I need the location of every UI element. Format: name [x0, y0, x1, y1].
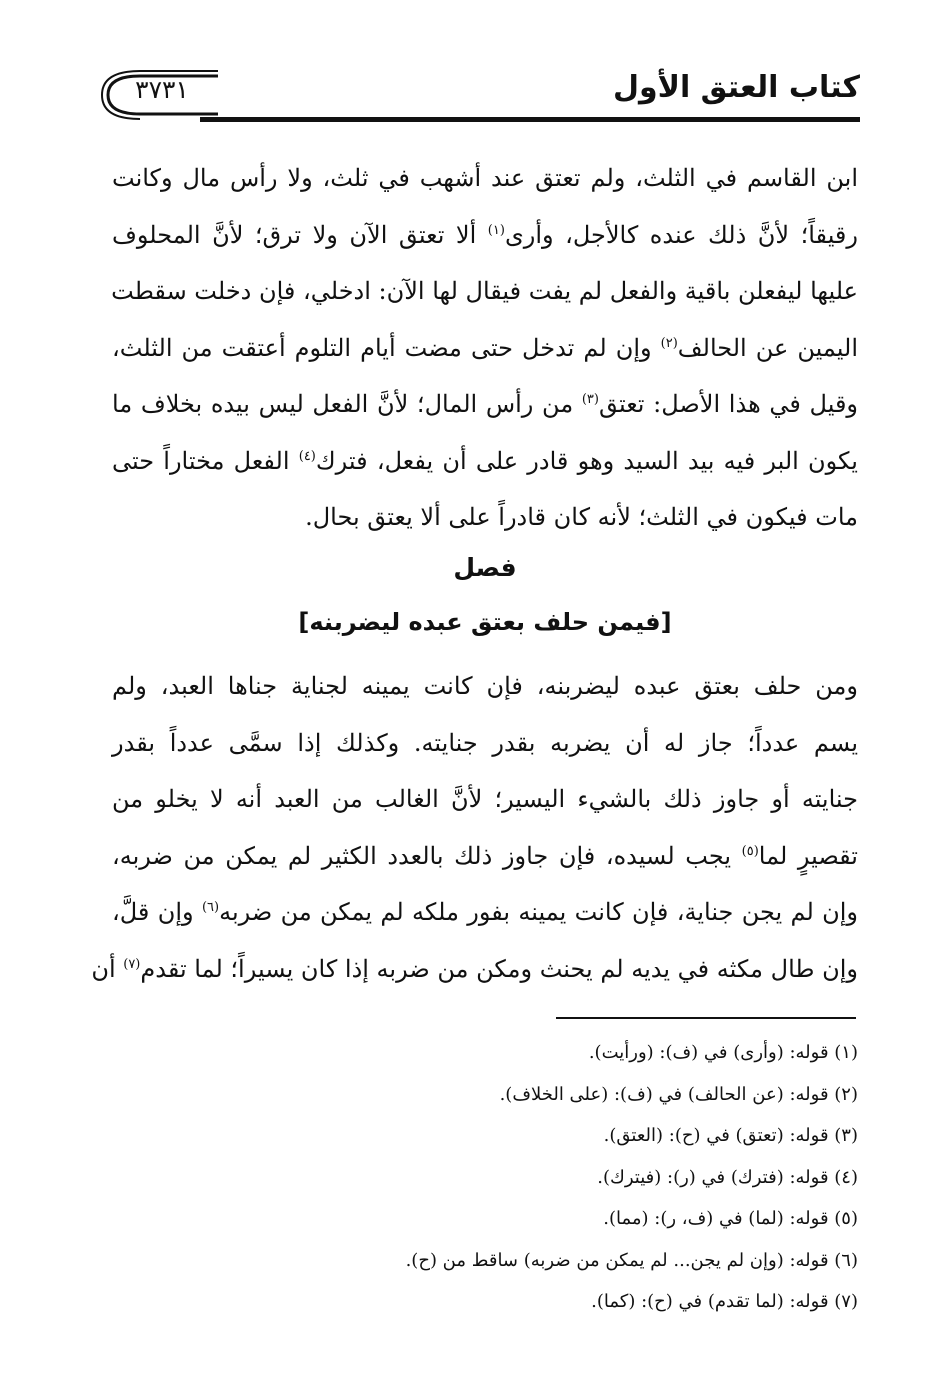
footnote: (٥) قوله: (لما) في (ف، ر): (مما).	[603, 1208, 858, 1229]
footnote-ref[interactable]: (٥)	[741, 843, 759, 859]
text-line: يكون البر فيه بيد السيد وهو قادر على أن يفعل، فترك$^{(٤)}$ الفعل مختاراً حتى	[112, 446, 858, 475]
footnote-ref[interactable]: (١)	[487, 222, 505, 238]
text-line: عليها ليفعلن باقية والفعل لم يفت فيقال لها الآن: ادخلي، فإن دخلت سقطت	[111, 277, 858, 305]
text-line: يسم عدداً؛ جاز له أن يضربه بقدر جنايته. وكذلك إذا سمَّى عدداً بقدر	[112, 728, 858, 757]
footnote: (٤) قوله: (فترك) في (ر): (فيترك).	[597, 1166, 858, 1188]
text-line: ابن القاسم في الثلث، ولم تعتق عند أشهب في ثلث، ولا رأس مال وكانت	[112, 164, 858, 192]
page-number: ٣٧٣١	[135, 75, 189, 104]
text-line: وقيل في هذا الأصل: تعتق$^{(٣)}$ من رأس المال؛ لأنَّ الفعل ليس بيده بخلاف ما	[112, 390, 858, 418]
footnote-ref[interactable]: (٤)	[298, 448, 316, 464]
footnote-separator	[556, 1017, 856, 1019]
footnote-ref[interactable]: (٦)	[201, 900, 220, 915]
text-line: رقيقاً؛ لأنَّ ذلك عنده كالأجل، وأرى$^{(١)}$ ألا تعتق الآن ولا ترق؛ لأنَّ المحلوف	[112, 220, 858, 249]
text-line: وإن لم يجن جناية، فإن كانت يمينه بفور ملكه لم يمكن من ضربه$^{(٦)}$ وإن قلَّ،	[112, 898, 858, 926]
running-header	[100, 62, 860, 126]
subheading: [فيمن حلف بعتق عبده ليضربنه]	[298, 608, 672, 636]
footnote: (٦) قوله: (وإن لم يجن... لم يمكن من ضربه) ساقط من (ح).	[405, 1249, 858, 1271]
text-line: مات فيكون في الثلث؛ لأنه كان قادراً على ألا يعتق بحال.	[305, 503, 858, 531]
footnotes	[112, 1032, 858, 1323]
footnote: (١) قوله: (وأرى) في (ف): (ورأيت).	[588, 1042, 858, 1063]
book-title: كتاب العتق الأول	[612, 70, 860, 105]
section-heading: فصل	[453, 553, 517, 582]
page-number-frame	[100, 62, 222, 124]
paragraph-2	[91, 658, 858, 997]
text-line: وإن طال مكثه في يديه لم يحنث ومكن من ضربه إذا كان يسيراً؛ لما تقدم$^{(٧)}$ أن	[91, 954, 858, 983]
text-line: جنايته أو جاوز ذلك بالشيء اليسير؛ لأنَّ الغالب من العبد أنه لا يخلو من	[112, 785, 858, 813]
footnote-ref[interactable]: (٧)	[123, 956, 141, 972]
footnote-ref[interactable]: (٣)	[581, 392, 599, 407]
footnote-ref[interactable]: (٢)	[660, 335, 678, 351]
paragraph-1	[112, 150, 858, 546]
text-line: تقصيرٍ لما$^{(٥)}$ يجب لسيده، فإن جاوز ذلك بالعدد الكثير لم يمكن من ضربه،	[112, 841, 858, 870]
text-line: ومن حلف بعتق عبده ليضربنه، فإن كانت يمينه لجناية جناها العبد، ولم	[112, 672, 858, 700]
text-line: اليمين عن الحالف$^{(٢)}$ وإن لم تدخل حتى مضت أيام التلوم أعتقت من الثلث،	[112, 333, 858, 362]
footnote: (٧) قوله: (لما تقدم) في (ح): (كما).	[591, 1291, 858, 1312]
footnote: (٢) قوله: (عن الحالف) في (ف): (على الخلاف).	[499, 1083, 858, 1105]
header-rule	[200, 117, 860, 122]
footnote: (٣) قوله: (تعتق) في (ح): (العتق).	[603, 1125, 858, 1146]
